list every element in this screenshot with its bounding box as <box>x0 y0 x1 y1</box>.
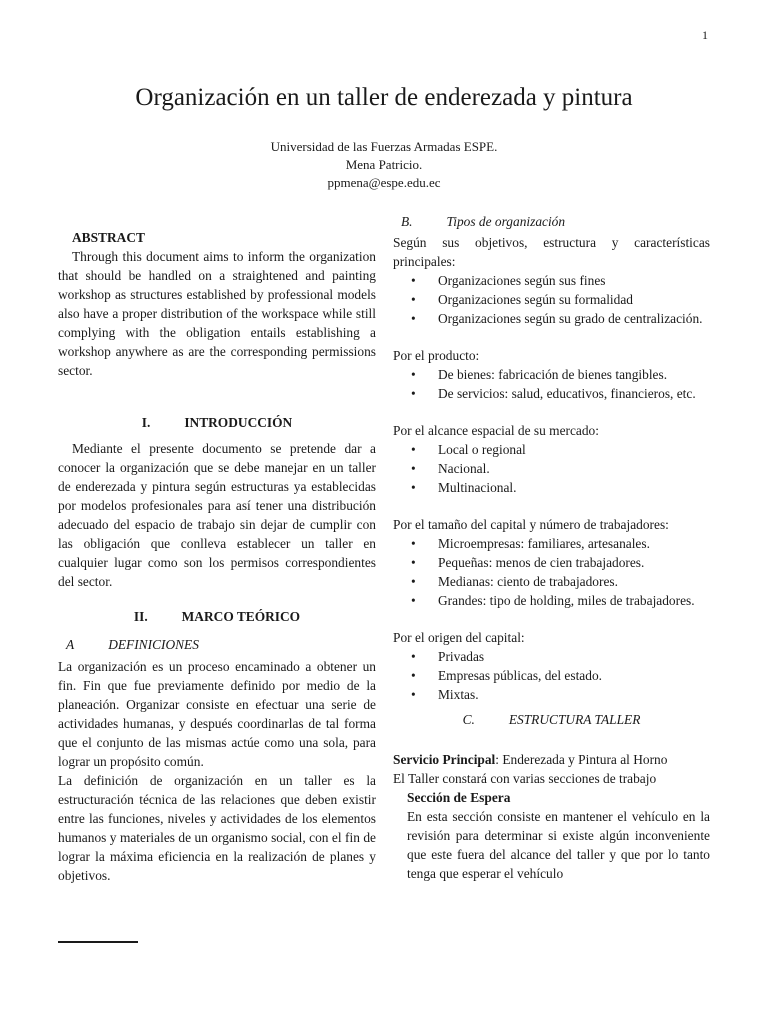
definiciones-heading <box>58 635 376 654</box>
paper-title: Organización en un taller de enderezada y pintura <box>135 84 633 111</box>
list-item: • Pequeñas: menos de cien trabajadores. <box>393 553 710 572</box>
servicio-label: Servicio Principal <box>393 752 496 767</box>
estructura-heading <box>393 710 710 729</box>
intro-title: INTRODUCCIÓN <box>184 415 293 430</box>
tipos-heading <box>393 212 710 231</box>
group-list-mercado <box>393 440 710 497</box>
footnote-rule <box>58 941 138 943</box>
tipos-letter: B. <box>401 214 413 229</box>
group-label: Por el alcance espacial de su mercado: <box>393 423 599 438</box>
estructura-letter: C. <box>462 712 475 727</box>
list-item: • De servicios: salud, educativos, financieros, etc. <box>393 384 710 403</box>
estructura-title: ESTRUCTURA TALLER <box>508 712 641 727</box>
abstract-heading: ABSTRACT <box>72 230 145 245</box>
abstract-text: Through this document aims to inform the organization that should be handled on a straightened and painting workshop as structures established by professional models also have a proper distribution of the workspace while still complying with the obligation entails establishing a workshop anywhere as are the corresponding permissions sector. <box>58 249 376 378</box>
group-label: Por el origen del capital: <box>393 630 525 645</box>
group-list-producto <box>393 365 710 403</box>
author-block <box>0 138 768 192</box>
list-item: • Organizaciones según su grado de centralización. <box>393 309 710 328</box>
left-column <box>58 228 376 885</box>
marco-heading <box>58 607 376 626</box>
tipos-intro: Según sus objetivos, estructura y características principales: <box>393 235 710 269</box>
list-item: • De bienes: fabricación de bienes tangibles. <box>393 365 710 384</box>
group-label: Por el tamaño del capital y número de trabajadores: <box>393 517 669 532</box>
right-column <box>393 212 710 883</box>
definiciones-letter: A <box>66 637 75 652</box>
servicio-line <box>393 750 710 769</box>
marco-title: MARCO TEÓRICO <box>181 609 301 624</box>
author-email: ppmena@espe.edu.ec <box>327 175 441 190</box>
list-item: • Medianas: ciento de trabajadores. <box>393 572 710 591</box>
seccion-espera-text: En esta sección consiste en mantener el vehículo en la revisión para determinar si existe algún inconveniente que este fuera del alcance del taller y que por lo tanto tenga que esperar el vehículo <box>407 809 710 881</box>
intro-heading <box>58 413 376 432</box>
author-name: Mena Patricio. <box>345 157 423 172</box>
taller-text: El Taller constará con varias secciones de trabajo <box>393 771 657 786</box>
definiciones-para-2: La definición de organización en un taller es la estructuración técnica de las relaciones que deben existir entre las funciones, niveles y actividades de los elementos humanos y materiales de un organismo social, con el fin de lograr la máxima eficiencia en la realización de planes y objetivos. <box>58 773 376 883</box>
list-item: • Nacional. <box>393 459 710 478</box>
servicio-text: : Enderezada y Pintura al Horno <box>495 752 668 767</box>
group-list-origen <box>393 647 710 704</box>
page-number: 1 <box>702 28 708 42</box>
list-item: • Empresas públicas, del estado. <box>393 666 710 685</box>
definiciones-para-1: La organización es un proceso encaminado a obtener un fin. Fin que fue previamente definido por medio de la planeación. Organizar consiste en efectuar una serie de actividades humanas, y después coordinarlas de tal forma que el conjunto de las mismas actúe como una sola, para lograr un propósito común. <box>58 659 376 769</box>
group-list-capital <box>393 534 710 610</box>
seccion-espera-block <box>393 788 710 883</box>
list-item: • Local o regional <box>393 440 710 459</box>
definiciones-title: DEFINICIONES <box>108 637 199 652</box>
list-item: • Grandes: tipo de holding, miles de trabajadores. <box>393 591 710 610</box>
list-item: • Organizaciones según su formalidad <box>393 290 710 309</box>
author-affiliation: Universidad de las Fuerzas Armadas ESPE. <box>270 139 498 154</box>
list-item: • Mixtas. <box>393 685 710 704</box>
marco-numeral: II. <box>133 609 148 624</box>
list-item: • Privadas <box>393 647 710 666</box>
seccion-espera-heading: Sección de Espera <box>407 790 511 805</box>
list-item: • Multinacional. <box>393 478 710 497</box>
intro-text: Mediante el presente documento se pretende dar a conocer la organización que se debe manejar en un taller de enderezada y pintura según estructuras ya establecidas por modelos profesionales para así tener una distribución adecuado del espacio de trabajo sin dejar de cumplir con las obligación que conlleva establecer un taller en cualquier lugar como son los permisos correspondientes del sector. <box>58 441 376 589</box>
tipos-list <box>393 271 710 328</box>
list-item: • Microempresas: familiares, artesanales. <box>393 534 710 553</box>
group-label: Por el producto: <box>393 348 480 363</box>
list-item: • Organizaciones según sus fines <box>393 271 710 290</box>
tipos-title: Tipos de organización <box>446 214 566 229</box>
intro-numeral: I. <box>141 415 151 430</box>
